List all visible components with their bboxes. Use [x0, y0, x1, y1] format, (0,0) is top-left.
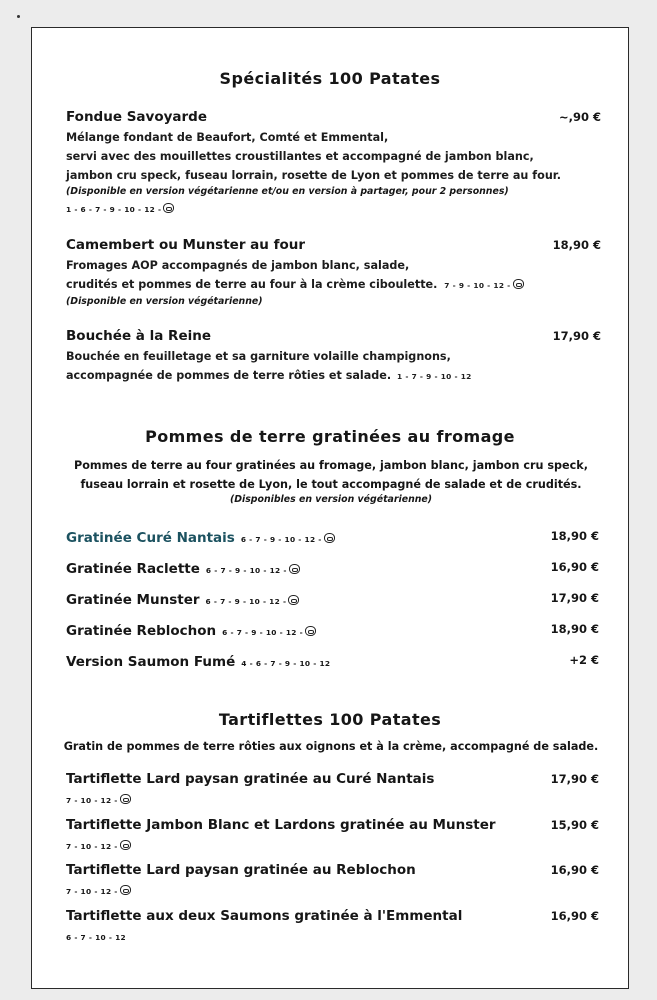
section-title-specialites: Spécialités 100 Patates	[219, 69, 441, 88]
item-allergens: 4 - 6 - 7 - 9 - 10 - 12	[241, 659, 331, 668]
section-title-gratinees: Pommes de terre gratinées au fromage	[145, 427, 515, 446]
section-desc-line: Gratin de pommes de terre rôties aux oignons et à la crème, accompagné de salade.	[63, 740, 599, 753]
item-allergens: 7 - 10 - 12 -	[66, 842, 118, 851]
item-price: 17,90 €	[552, 329, 601, 343]
item-desc-line: accompagnée de pommes de terre rôties et salade.	[66, 369, 392, 382]
pork-icon	[513, 279, 524, 289]
section-desc-line: fuseau lorrain et rosette de Lyon, le tout accompagné de salade et de crudités.	[80, 478, 582, 491]
item-name: Gratinée Raclette	[66, 561, 200, 577]
pork-icon	[305, 626, 316, 636]
item-name: Tartiflette aux deux Saumons gratinée à l'Emmental	[66, 908, 463, 924]
item-name: Gratinée Reblochon	[66, 623, 217, 639]
menu-row	[66, 558, 599, 580]
item-desc-line: jambon cru speck, fuseau lorrain, rosette de Lyon et pommes de terre au four.	[66, 169, 561, 182]
pork-icon	[120, 885, 131, 895]
item-name: Fondue Savoyarde	[66, 109, 207, 125]
item-desc-line: Fromages AOP accompagnés de jambon blanc, salade,	[66, 259, 410, 272]
menu-item	[66, 816, 599, 853]
item-name: Version Saumon Fumé	[66, 654, 236, 670]
item-desc-line: Bouchée en feuilletage et sa garniture volaille champignons,	[66, 350, 451, 363]
menu-row	[66, 527, 599, 549]
pork-icon	[120, 840, 131, 850]
item-name: Bouchée à la Reine	[66, 328, 211, 344]
item-name: Tartiflette Lard paysan gratinée au Reblochon	[66, 862, 416, 878]
menu-item	[66, 770, 599, 807]
section-title-tartiflettes: Tartiflettes 100 Patates	[218, 710, 442, 729]
item-name: Tartiflette Lard paysan gratinée au Curé Nantais	[66, 771, 435, 787]
item-price: 17,90 €	[550, 591, 599, 605]
item-allergens: 6 - 7 - 9 - 10 - 12 -	[240, 535, 322, 544]
section-desc-line: Pommes de terre au four gratinées au fromage, jambon blanc, jambon cru speck,	[74, 459, 588, 472]
item-allergens: 1 - 6 - 7 - 9 - 10 - 12 -	[66, 205, 162, 214]
pork-icon	[288, 595, 299, 605]
item-name: Gratinée Curé Nantais	[66, 530, 235, 546]
item-allergens: 6 - 7 - 9 - 10 - 12 -	[205, 597, 287, 606]
item-desc-line: crudités et pommes de terre au four à la crème ciboulette.	[66, 278, 438, 291]
item-desc-line: servi avec des mouillettes croustillantes et accompagné de jambon blanc,	[66, 150, 534, 163]
item-allergens: 7 - 10 - 12 -	[66, 796, 118, 805]
item-price: 15,90 €	[550, 818, 599, 832]
item-price: 18,90 €	[550, 529, 599, 543]
section-description	[52, 737, 610, 756]
section-note: (Disponibles en version végétarienne)	[229, 494, 433, 505]
menu-item	[66, 907, 599, 944]
item-price: 16,90 €	[550, 909, 599, 923]
pork-icon	[289, 564, 300, 574]
item-price: +2 €	[569, 653, 599, 667]
item-allergens: 6 - 7 - 9 - 10 - 12 -	[222, 628, 303, 637]
pork-icon	[324, 533, 335, 543]
item-allergens: 1 - 7 - 9 - 10 - 12	[397, 372, 472, 381]
pork-icon	[163, 203, 174, 213]
item-price: 16,90 €	[550, 863, 599, 877]
item-allergens: 7 - 9 - 10 - 12 -	[444, 281, 511, 290]
menu-item	[66, 327, 601, 386]
menu-item	[66, 236, 601, 309]
item-desc-line: Mélange fondant de Beaufort, Comté et Emmental,	[66, 131, 389, 144]
menu-sheet	[31, 27, 629, 989]
item-note: (Disponible en version végétarienne et/ou en version à partager, pour 2 personnes)	[66, 186, 509, 197]
pork-icon	[120, 794, 131, 804]
item-price: 18,90 €	[550, 622, 599, 636]
item-allergens: 6 - 7 - 10 - 12	[66, 933, 126, 942]
item-allergens: 7 - 10 - 12 -	[66, 887, 118, 896]
menu-row	[66, 589, 599, 611]
item-price: 16,90 €	[550, 560, 599, 574]
menu-item	[66, 108, 601, 218]
item-note: (Disponible en version végétarienne)	[66, 296, 263, 307]
menu-row	[66, 651, 599, 673]
item-name: Tartiflette Jambon Blanc et Lardons gratinée au Munster	[66, 817, 496, 833]
item-price: ~,90 €	[558, 110, 601, 124]
menu-row	[66, 620, 599, 642]
item-allergens: 6 - 7 - 9 - 10 - 12 -	[205, 566, 287, 575]
item-name: Camembert ou Munster au four	[66, 237, 306, 253]
speck-mark	[17, 15, 20, 18]
item-price: 17,90 €	[550, 772, 599, 786]
item-price: 18,90 €	[552, 238, 601, 252]
item-name: Gratinée Munster	[66, 592, 200, 608]
menu-item	[66, 861, 599, 898]
section-description	[52, 456, 610, 505]
